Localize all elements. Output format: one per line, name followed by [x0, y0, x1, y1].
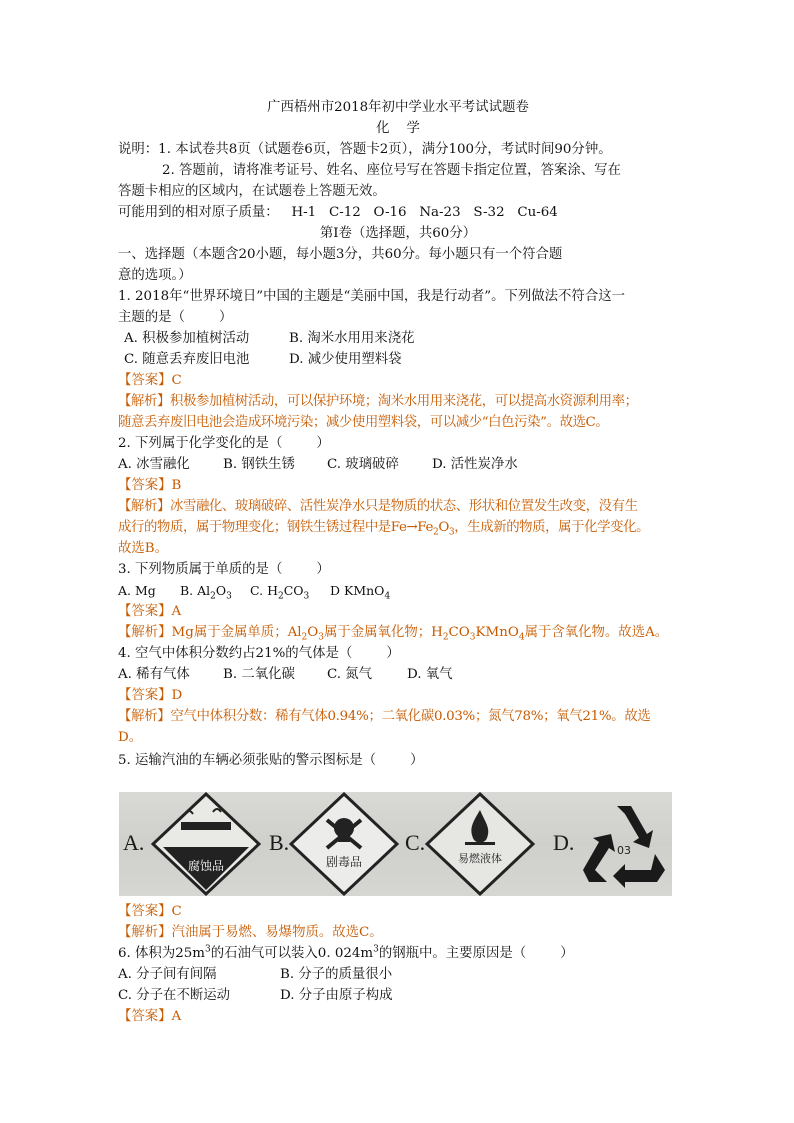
q3-options: A. Mg B. $Al_2O_3$ C. $H_2CO_3$ D KMnO$_4$ — [118, 583, 391, 602]
q4-options — [118, 664, 678, 685]
q5-answer: 【答案】C — [118, 904, 182, 919]
q6-option-c: C. 分子在不断运动 — [118, 988, 231, 1003]
q5-analysis: 【解析】汽油属于易燃、易爆物质。故选C。 — [118, 925, 383, 940]
q4-answer: 【答案】D — [118, 688, 183, 703]
toxic-sign-icon — [289, 792, 399, 896]
q6-stem-post: 的钢瓶中。主要原因是（ ） — [378, 946, 574, 961]
q5-stem: 5. 运输汽油的车辆必须张贴的警示图标是（ ） — [118, 753, 424, 768]
q1-stem: 1. 2018年“世界环境日”中国的主题是“美丽中国，我是行动者”。下列做法不符合这一 — [118, 289, 625, 304]
sign-c-text: 易燃液体 — [458, 852, 502, 865]
q6-answer: 【答案】A — [118, 1009, 182, 1024]
exam-page — [118, 92, 678, 1027]
section-heading-cont: 意的选项。） — [118, 268, 192, 283]
q2-options — [118, 454, 678, 475]
q2-option-c: C. 玻璃破碎 — [327, 457, 399, 472]
sign-b-label: B. — [269, 830, 290, 855]
sign-b-text: 剧毒品 — [325, 855, 363, 869]
q3-stem: 3. 下列物质属于单质的是（ ） — [118, 562, 330, 577]
q3-analysis-c: 属于含氧化物。故选A。 — [524, 625, 669, 640]
q2-analysis-cont-pre: 成行的物质，属于物理变化；钢铁生锈过程中是Fe→Fe — [118, 520, 433, 535]
q1-answer: 【答案】C — [118, 373, 182, 388]
q1-option-d: D. 减少使用塑料袋 — [289, 352, 402, 367]
q2-answer: 【答案】B — [118, 478, 182, 493]
sign-a-label: A. — [123, 830, 145, 855]
q4-analysis: 【解析】空气中体积分数：稀有气体0.94%；二氧化碳0.03%；氮气78%；氧气21%。故选 — [118, 709, 651, 724]
section-heading: 一、选择题（本题含20小题，每小题3分，共60分。每小题只有一个符合题 — [118, 247, 563, 262]
q4-option-b: B. 二氧化碳 — [223, 667, 295, 682]
q3-analysis: 【解析】Mg属于金属单质；$Al_2O_3$属于金属氧化物；$H_2CO_3KMnO_4$属于含氧化物。故选A。 — [118, 625, 669, 643]
q2-option-a: A. 冰雪融化 — [118, 457, 190, 472]
q2-stem: 2. 下列属于化学变化的是（ ） — [118, 436, 330, 451]
q6-option-d: D. 分子由原子构成 — [280, 988, 393, 1003]
q3-answer: 【答案】A — [118, 604, 182, 619]
q3-analysis-a: 【解析】Mg属于金属单质；Al — [118, 625, 302, 640]
q4-option-c: C. 氮气 — [327, 667, 373, 682]
part1-title: 第Ⅰ卷（选择题，共60分） — [319, 226, 477, 241]
sign-d-label: D. — [553, 830, 575, 855]
flammable-sign-icon — [425, 792, 535, 896]
sign-d-text: 03 — [617, 844, 631, 857]
q6-option-b: B. 分子的质量很小 — [280, 967, 393, 982]
q2-analysis-cont-post: ，生成新的物质，属于化学变化。 — [454, 520, 650, 535]
q1-option-b: B. 淘米水用用来浇花 — [289, 331, 415, 346]
sign-c-label: C. — [405, 830, 426, 855]
q2-option-b: B. 钢铁生锈 — [223, 457, 295, 472]
note-line-3: 答题卡相应的区域内，在试题卷上答题无效。 — [118, 184, 386, 199]
q6-stem-pre: 6. 体积为25m — [118, 946, 205, 961]
note-line-1: 说明：1. 本试卷共8页（试题卷6页，答题卡2页），满分100分，考试时间90分钟。 — [118, 142, 612, 157]
sign-a-text: 腐蚀品 — [187, 859, 225, 873]
q6-option-a: A. 分子间有间隔 — [118, 967, 217, 982]
exam-title: 广西梧州市2018年初中学业水平考试试题卷 — [267, 100, 529, 115]
q4-option-d: D. 氧气 — [407, 667, 453, 682]
q4-analysis-cont: D。 — [118, 730, 143, 745]
q6-stem: 6. 体积为$25m^3$的石油气可以装入0. $024m^3$的钢瓶中。主要原因是（ ） — [118, 944, 574, 961]
q4-stem: 4. 空气中体积分数约占21%的气体是（ ） — [118, 646, 400, 661]
q6-options-row2 — [118, 985, 678, 1006]
q2-analysis-end: 故选B。 — [118, 541, 169, 556]
q2-option-d: D. 活性炭净水 — [432, 457, 518, 472]
q1-stem-cont: 主题的是（ ） — [118, 310, 233, 325]
q2-analysis: 【解析】冰雪融化、玻璃破碎、活性炭净水只是物质的状态、形状和位置发生改变，没有生 — [118, 499, 638, 514]
note-line-2: 2. 答题前，请将准考证号、姓名、座位号写在答题卡指定位置，答案涂、写在 — [162, 163, 621, 178]
q4-option-a: A. 稀有气体 — [118, 667, 190, 682]
q6-stem-mid: 的石油气可以装入0. 024m — [210, 946, 374, 961]
q1-option-a: A. 积极参加植树活动 — [124, 331, 250, 346]
q1-analysis: 【解析】积极参加植树活动，可以保护环境；淘米水用用来浇花，可以提高水资源利用率； — [118, 394, 638, 409]
q3-analysis-b: 属于金属氧化物；H — [324, 625, 443, 640]
q1-analysis-cont: 随意丢弃废旧电池会造成环境污染；减少使用塑料袋，可以减少“白色污染”。故选C。 — [118, 415, 609, 430]
q2-analysis-cont: 成行的物质，属于物理变化；钢铁生锈过程中是$Fe\to Fe_2O_3$，生成新的物质，属于化学变化。 — [118, 520, 650, 538]
q1-option-c: C. 随意丢弃废旧电池 — [124, 352, 250, 367]
q1-options-row1 — [118, 328, 678, 349]
recycle-sign-icon — [579, 798, 669, 890]
subject-title: 化 学 — [376, 121, 420, 136]
corrosive-sign-icon — [151, 792, 261, 896]
atomic-mass-line: 可能用到的相对原子质量： H-1 C-12 O-16 Na-23 S-32 Cu-64 — [118, 205, 558, 220]
q1-options-row2 — [118, 349, 678, 370]
warning-signs-image — [119, 792, 672, 896]
q6-options-row1 — [118, 964, 678, 985]
